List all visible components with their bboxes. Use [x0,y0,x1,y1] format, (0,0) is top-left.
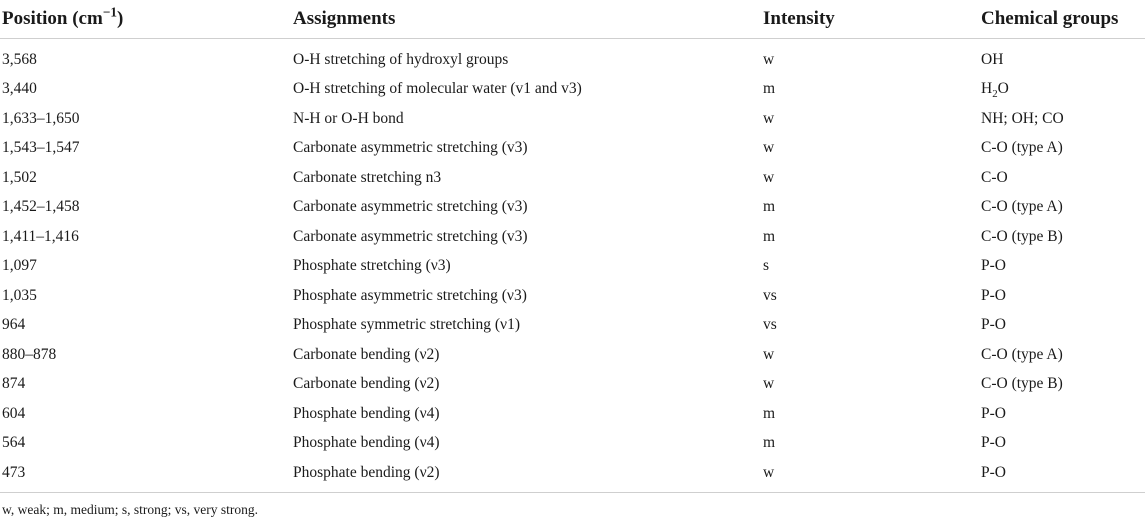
cell-intensity: w [763,50,775,68]
table-header [0,0,1145,39]
group-main: H [981,80,993,98]
cell-group: P-O [981,257,1006,275]
cell-position: 1,633–1,650 [2,109,80,127]
cell-position: 1,543–1,547 [2,139,80,157]
table-row [0,75,1145,105]
cell-position: 874 [2,375,26,393]
cell-group: P-O [981,316,1006,334]
cell-assignment: Carbonate stretching n3 [293,168,442,186]
cell-position: 1,502 [2,168,37,186]
cell-assignment: Phosphate symmetric stretching (ν1) [293,316,520,334]
header-chemical-groups: Chemical groups [979,0,1145,39]
cell-assignment: Carbonate bending (ν2) [293,375,440,393]
table-row [0,281,1145,311]
cell-group: NH; OH; CO [981,109,1064,127]
cell-assignment: Phosphate asymmetric stretching (ν3) [293,286,527,304]
cell-group: C-O (type B) [981,227,1063,245]
table-row [0,429,1145,459]
table-footnote: w, weak; m, medium; s, strong; vs, very strong. [2,501,258,517]
cell-group: P-O [979,458,1145,492]
cell-position: 1,411–1,416 [2,227,79,245]
cell-group: P-O [981,404,1006,422]
table-row [0,163,1145,193]
cell-assignment: Carbonate bending (ν2) [293,345,440,363]
header-row [0,0,1145,39]
cell-assignment: Carbonate asymmetric stretching (v3) [293,139,528,157]
cell-intensity: m [763,198,776,216]
header-position [0,0,291,39]
header-assignments: Assignments [291,0,761,39]
cell-position: 880–878 [2,345,57,363]
header-position-text: Position (cm [2,8,103,29]
cell-group: OH [981,50,1004,68]
cell-assignment: N-H or O-H bond [293,109,404,127]
cell-position: 473 [0,458,291,492]
table-row [0,134,1145,164]
table-row [0,104,1145,134]
cell-assignment: Phosphate bending (ν4) [293,404,440,422]
cell-assignment: Carbonate asymmetric stretching (v3) [293,227,528,245]
cell-group: P-O [981,286,1006,304]
table-row [0,222,1145,252]
cell-group: C-O (type A) [981,139,1063,157]
cell-position: 1,097 [2,257,37,275]
cell-intensity: vs [763,286,777,304]
table-row [0,252,1145,282]
table-row [0,370,1145,400]
table-row [0,340,1145,370]
cell-intensity: w [763,139,775,157]
cell-assignment: O-H stretching of molecular water (v1 and v3) [293,80,582,98]
table-row [0,311,1145,341]
cell-group [979,75,1145,105]
cell-intensity: m [763,80,776,98]
cell-group: P-O [981,434,1006,452]
cell-position: 964 [2,316,26,334]
cell-intensity: s [763,257,770,275]
cell-intensity: w [763,345,775,363]
cell-group: C-O (type A) [981,198,1063,216]
cell-position: 3,568 [2,50,37,68]
group-tail: O [997,80,1009,98]
cell-position: 3,440 [2,80,37,98]
cell-assignment: O-H stretching of hydroxyl groups [293,50,509,68]
cell-position: 564 [2,434,26,452]
table-row [0,39,1145,75]
table-row [0,193,1145,223]
cell-group: C-O (type B) [981,375,1063,393]
table-row [0,399,1145,429]
cell-position: 1,452–1,458 [2,198,80,216]
cell-intensity: w [763,375,775,393]
cell-intensity: vs [763,316,777,334]
cell-intensity: m [763,227,776,245]
cell-assignment: Carbonate asymmetric stretching (v3) [293,198,528,216]
group-subscript: 2 [992,88,998,101]
cell-intensity: w [763,109,775,127]
cell-intensity: w [763,168,775,186]
cell-group: C-O [981,168,1008,186]
cell-assignment: Phosphate bending (ν2) [291,458,761,492]
header-position-sup: −1 [102,4,118,20]
cell-intensity: w [761,458,979,492]
cell-intensity: m [763,434,776,452]
table-row [0,458,1145,492]
table-body [0,39,1145,493]
cell-assignment: Phosphate bending (ν4) [293,434,440,452]
cell-assignment: Phosphate stretching (ν3) [293,257,451,275]
header-position-close: ) [117,8,124,29]
cell-intensity: m [763,404,776,422]
header-intensity: Intensity [761,0,979,39]
cell-position: 1,035 [2,286,37,304]
cell-group: C-O (type A) [981,345,1063,363]
cell-position: 604 [2,404,26,422]
